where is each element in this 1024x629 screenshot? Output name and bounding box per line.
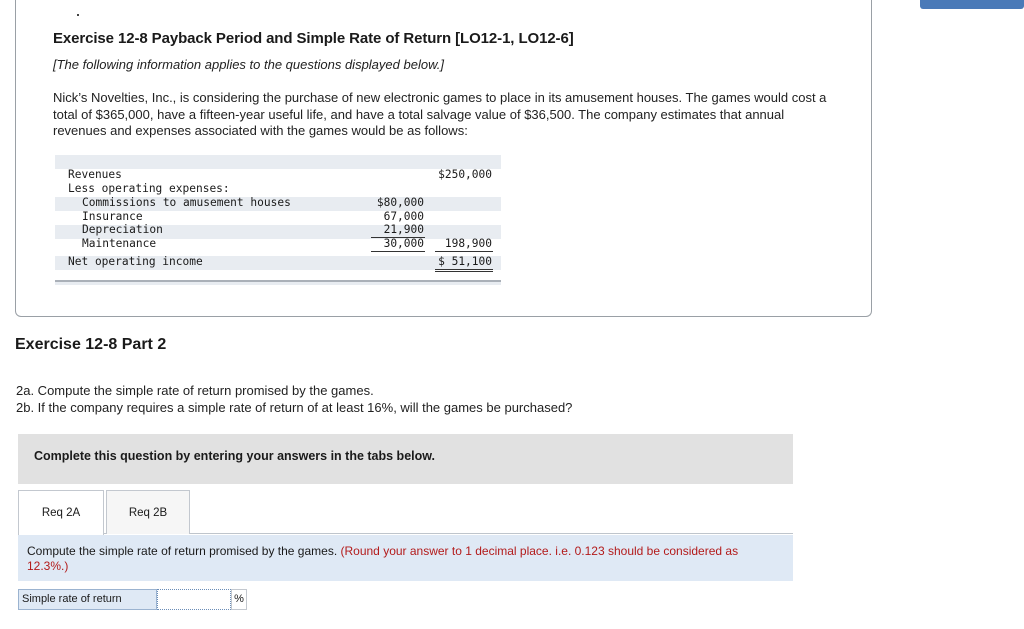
expense-amount: 30,000 (383, 237, 424, 250)
info-tick-mark (77, 14, 79, 16)
table-row-revenues (55, 168, 501, 182)
tab-req-2a[interactable]: Req 2A (18, 490, 104, 535)
net-income-underline (435, 269, 493, 270)
question-2a: 2a. Compute the simple rate of return promised by the games. (16, 383, 374, 398)
question-prompt-box (18, 535, 793, 581)
prompt-text: Compute the simple rate of return promised by the games. (27, 544, 338, 558)
exercise-note: [The following information applies to the questions displayed below.] (53, 57, 444, 72)
expense-amount: 67,000 (383, 210, 424, 223)
expense-label: Depreciation (82, 223, 163, 236)
top-right-button[interactable] (920, 0, 1024, 9)
simple-rate-label: Simple rate of return (18, 589, 157, 610)
table-bottom-border (55, 280, 501, 285)
question-prompt (27, 544, 767, 574)
table-band (55, 155, 501, 169)
tab-req-2b[interactable]: Req 2B (106, 490, 190, 534)
exercise-description: Nick’s Novelties, Inc., is considering the purchase of new electronic games to place in its amusement houses. The games would cost a total of $365,000, have a fifteen-year useful life, and have a total salvage value of $36,500. The company estimates that annual revenues and expenses associated with the games would be as follows: (53, 90, 827, 138)
expense-label: Maintenance (82, 237, 157, 250)
table-row (55, 210, 501, 224)
less-expenses-label: Less operating expenses: (68, 182, 230, 195)
expense-label: Commissions to amusement houses (82, 196, 291, 209)
table-row (55, 196, 501, 210)
instruction-banner (18, 434, 793, 484)
table-row-less-expenses (55, 182, 501, 196)
net-income-total: $ 51,100 (438, 255, 492, 268)
income-statement-table (55, 155, 501, 286)
rounding-hint: (Round your answer to 1 decimal place. i.e. 0.123 should be considered as 12.3%.) (27, 544, 739, 573)
simple-rate-input[interactable] (157, 589, 231, 610)
total-expenses-underline (435, 251, 493, 252)
net-income-label: Net operating income (68, 255, 203, 268)
percent-unit: % (231, 589, 247, 610)
expense-amount: $80,000 (376, 196, 424, 209)
total-expenses: 198,900 (444, 237, 492, 250)
expense-label: Insurance (82, 210, 143, 223)
expenses-underline (371, 251, 425, 252)
table-row (55, 223, 501, 237)
net-income-double-underline (435, 271, 493, 272)
instruction-text: Complete this question by entering your answers in the tabs below. (34, 449, 435, 463)
table-row (55, 237, 501, 251)
part-title: Exercise 12-8 Part 2 (15, 336, 167, 353)
question-2b: 2b. If the company requires a simple rate of return of at least 16%, will the games be purchased? (16, 400, 573, 415)
table-row-net-income (55, 255, 501, 269)
expense-amount: 21,900 (383, 223, 424, 236)
revenues-total: $250,000 (438, 168, 492, 181)
exercise-title: Exercise 12-8 Payback Period and Simple Rate of Return [LO12-1, LO12-6] (53, 30, 574, 47)
revenues-label: Revenues (68, 168, 122, 181)
